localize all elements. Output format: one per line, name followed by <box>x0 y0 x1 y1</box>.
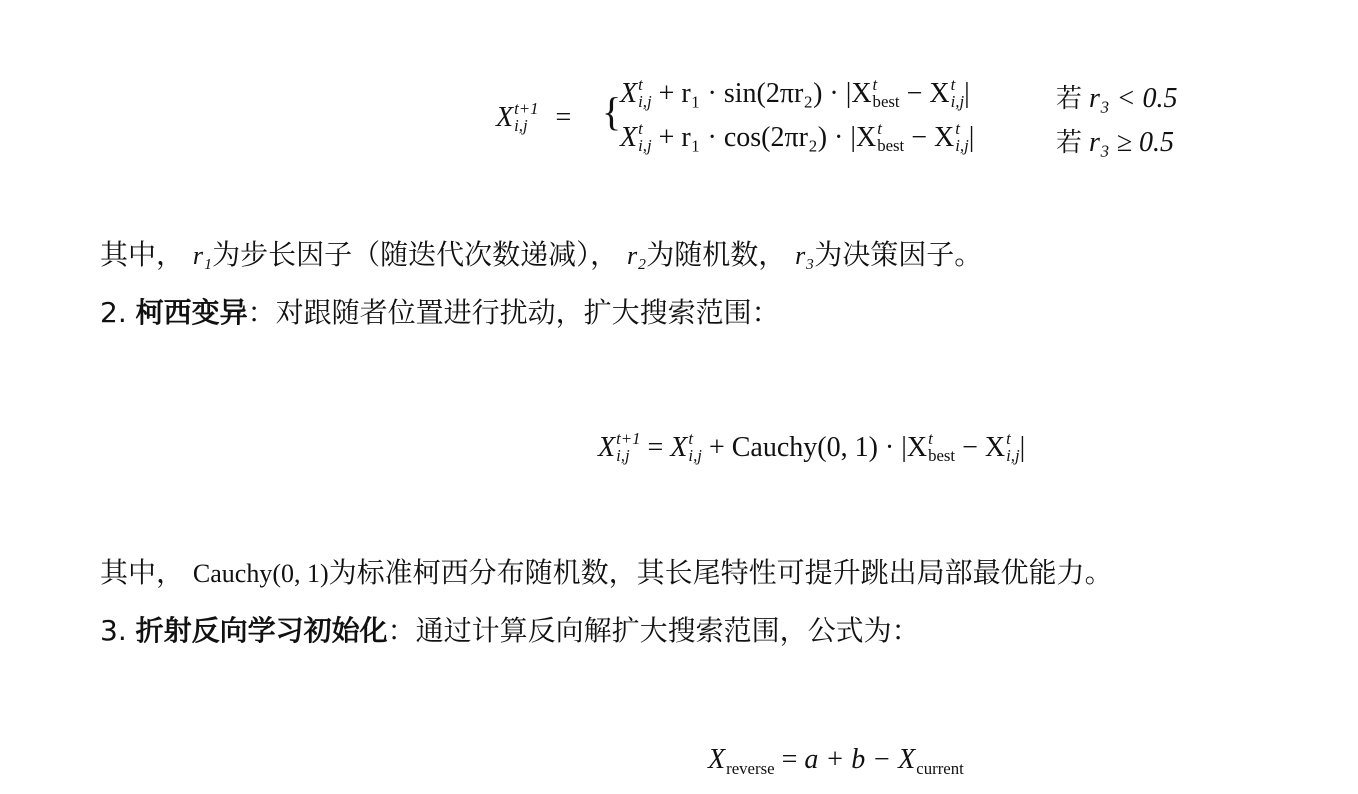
r2-symbol: r₂ <box>627 241 647 270</box>
eq1-lhs: X t+1 i,j = <box>496 98 572 135</box>
eq1-case-sin: X t i,j + r₁ · sin(2πr₂) · |X t best − X t i,j | 若 r₃ < 0.5 <box>620 74 1178 114</box>
cauchy-symbol: Cauchy(0, 1) <box>192 559 329 588</box>
cauchy-mutation-title: 柯西变异 <box>135 296 248 329</box>
eq1-lhs-sub: i,j <box>514 115 528 135</box>
r1-symbol: r₁ <box>192 241 213 270</box>
cauchy-mutation-heading: 2. 柯西变异：对跟随者位置进行扰动，扩大搜索范围： <box>100 296 780 329</box>
r3-symbol: r₃ <box>795 241 815 270</box>
reverse-solution-equation: X reverse = a + b − X current <box>708 744 964 779</box>
refraction-learning-heading: 3. 折射反向学习初始化：通过计算反向解扩大搜索范围，公式为： <box>100 614 920 647</box>
refraction-learning-title: 折射反向学习初始化 <box>135 614 388 647</box>
eq1-case-cos: X t i,j + r₁ · cos(2πr₂) · |X t best − X t i,j | 若 r₃ ≥ 0.5 <box>620 118 1175 158</box>
cauchy-mutation-equation: X t+1 i,j = X t i,j + Cauchy(0, 1) · |X t best − X t i,j | <box>598 428 1026 465</box>
parameter-description: 其中， r₁为步长因子（随迭代次数递减）， r₂为随机数， r₃为决策因子。 <box>100 238 983 271</box>
piecewise-position-update-equation <box>496 74 1266 160</box>
eq1-case-cos-condition: 若 r₃ ≥ 0.5 <box>1056 127 1175 158</box>
eq1-brace: { <box>602 89 622 134</box>
eq1-equals: = <box>555 102 572 133</box>
cauchy-description: 其中， Cauchy(0, 1)为标准柯西分布随机数，其长尾特性可提升跳出局部最优能力。 <box>100 556 1113 589</box>
eq1-case-sin-condition: 若 r₃ < 0.5 <box>1056 83 1178 114</box>
eq1-lhs-sup: t+1 <box>514 98 539 118</box>
